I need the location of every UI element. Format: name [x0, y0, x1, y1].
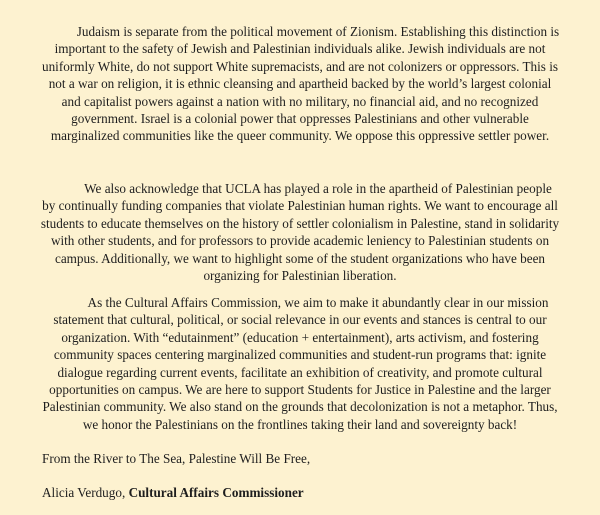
signer-title: Cultural Affairs Commissioner — [128, 485, 304, 500]
paragraph-zionism-distinction: Judaism is separate from the political movement of Zionism. Establishing this distinction is important to the safety of Jewish and Palestinian individuals alike. Jewish individuals are not uniformly White, do not support White supremacists, and are not colonizers or oppressors. This is not a war on religion, it is ethnic cleansing and apartheid backed by the world’s largest colonial and capitalist powers against a nation with no military, no financial aid, and no recognized government. Israel is a colonial power that oppresses Palestinians and other vulnerable marginalized communities like the queer community. We oppose this oppressive settler power. — [41, 24, 560, 144]
signer-name: Alicia Verdugo, — [42, 485, 129, 500]
signature-line — [42, 484, 304, 501]
paragraph-commission-mission: As the Cultural Affairs Commission, we aim to make it abundantly clear in our mission statement that cultural, political, or social relevance in our events and stances is central to our organization. With “edutainment” (education + entertainment), arts activism, and fostering community spaces centering marginalized communities and student-run programs that: ignite dialogue regarding current events, facilitate an exhibition of creativity, and promote cultural opportunities on campus. We are here to support Students for Justice in Palestine and the larger Palestinian community. We also stand on the grounds that decolonization is not a metaphor. Thus, we honor the Palestinians on the frontlines taking their land and sovereignty back! — [42, 295, 558, 432]
closing-line: From the River to The Sea, Palestine Will Be Free, — [42, 451, 311, 466]
paragraph-ucla-acknowledgement: We also acknowledge that UCLA has played a role in the apartheid of Palestinian people by continually funding companies that violate Palestinian human rights. We want to encourage all students to educate themselves on the history of settler colonialism in Palestine, stand in solidarity with other students, and for professors to provide academic leniency to Palestinian students on campus. Additionally, we want to highlight some of the student organizations who have been organizing for Palestinian liberation. — [40, 181, 560, 284]
